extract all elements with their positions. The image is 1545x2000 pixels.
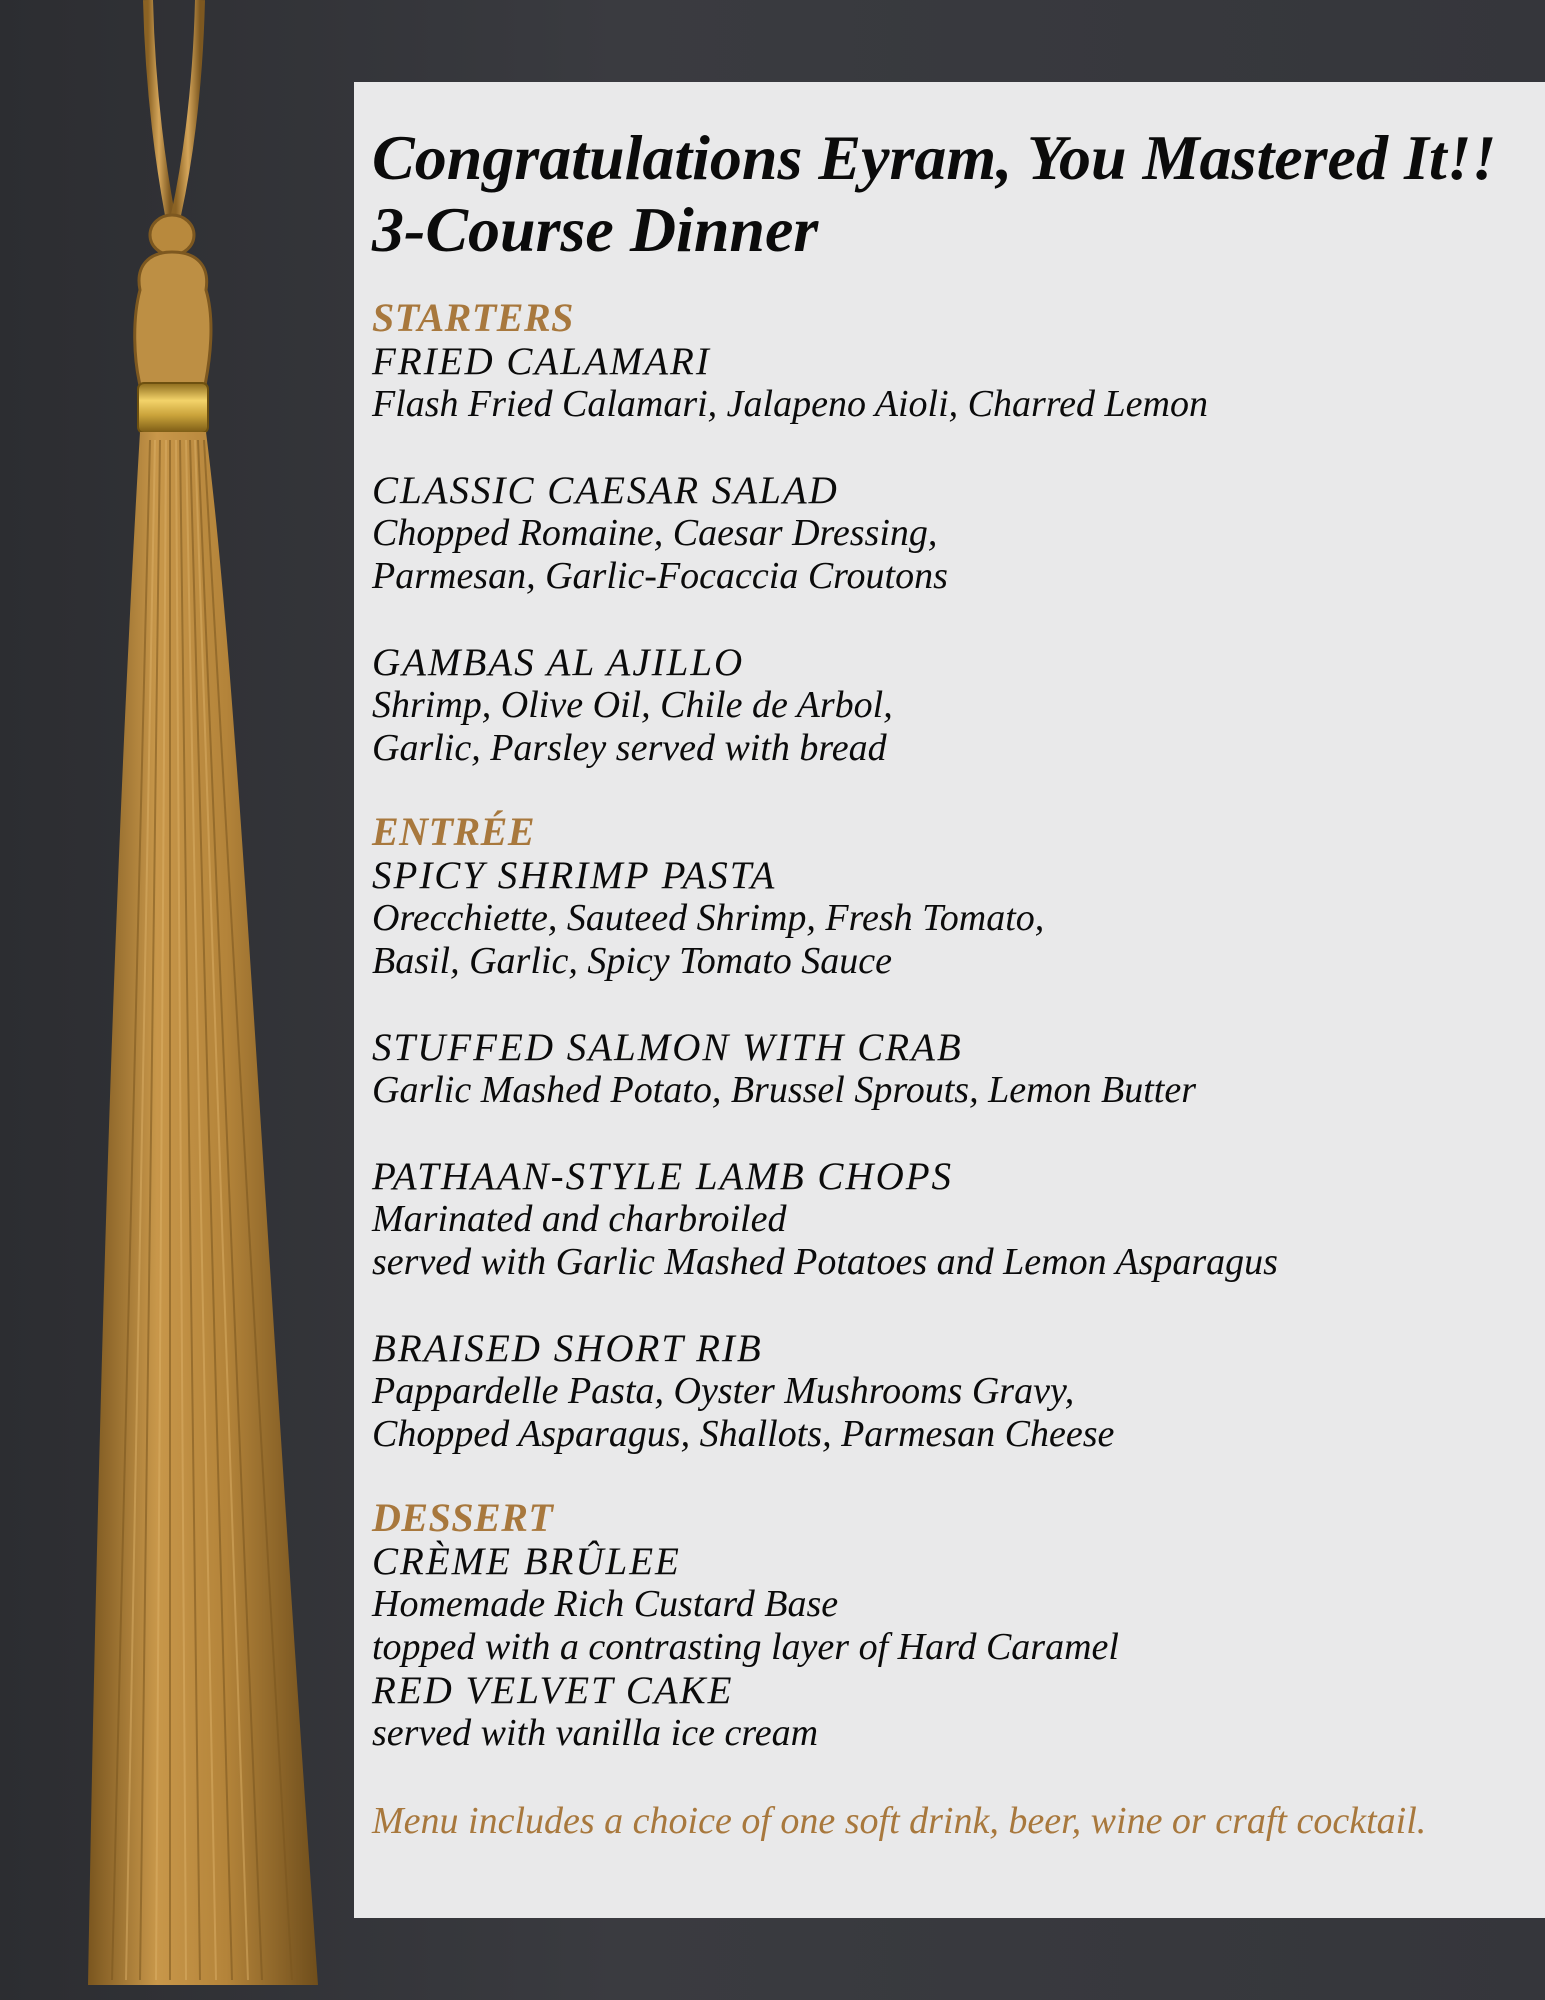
menu-item-description: Flash Fried Calamari, Jalapeno Aioli, Charred Lemon bbox=[372, 383, 1208, 425]
menu-item bbox=[372, 1540, 1545, 1669]
menu-item-description: Parmesan, Garlic-Focaccia Croutons bbox=[372, 555, 948, 597]
menu-item bbox=[372, 641, 1545, 770]
menu-item-description: Marinated and charbroiled bbox=[372, 1198, 787, 1240]
menu-item-name: CLASSIC CAESAR SALAD bbox=[372, 469, 839, 512]
menu-item-name: STUFFED SALMON WITH CRAB bbox=[372, 1026, 963, 1069]
menu-item-description: Garlic, Parsley served with bread bbox=[372, 727, 887, 769]
menu-item bbox=[372, 1327, 1545, 1456]
menu-item bbox=[372, 469, 1545, 598]
menu-item bbox=[372, 1155, 1545, 1284]
menu-item-description: Chopped Asparagus, Shallots, Parmesan Cheese bbox=[372, 1413, 1115, 1455]
menu-item-description: Orecchiette, Sauteed Shrimp, Fresh Tomato, bbox=[372, 897, 1045, 939]
menu-item bbox=[372, 1026, 1545, 1112]
section-entree bbox=[372, 810, 1545, 1456]
menu-item-description: served with Garlic Mashed Potatoes and Lemon Asparagus bbox=[372, 1241, 1278, 1283]
menu-item-name: PATHAAN-STYLE LAMB CHOPS bbox=[372, 1155, 954, 1198]
menu-item-description: Shrimp, Olive Oil, Chile de Arbol, bbox=[372, 684, 893, 726]
menu-item-description: served with vanilla ice cream bbox=[372, 1712, 819, 1754]
menu-item-name: FRIED CALAMARI bbox=[372, 340, 711, 383]
menu-card bbox=[354, 82, 1545, 1918]
menu-content bbox=[372, 122, 1545, 1843]
graduation-tassel-image bbox=[0, 0, 354, 2000]
section-heading: ENTRÉE bbox=[372, 809, 536, 854]
menu-item bbox=[372, 340, 1545, 426]
menu-item-name: GAMBAS AL AJILLO bbox=[372, 641, 745, 684]
section-heading: DESSERT bbox=[372, 1495, 554, 1540]
menu-item bbox=[372, 1669, 1545, 1755]
menu-title: Congratulations Eyram, You Mastered It!! bbox=[372, 122, 1497, 193]
menu-subtitle: 3-Course Dinner bbox=[372, 194, 819, 265]
menu-item-name: RED VELVET CAKE bbox=[372, 1669, 734, 1712]
section-heading: STARTERS bbox=[372, 295, 574, 340]
menu-footnote: Menu includes a choice of one soft drink, beer, wine or craft cocktail. bbox=[372, 1800, 1427, 1842]
menu-item-description: topped with a contrasting layer of Hard Caramel bbox=[372, 1626, 1119, 1668]
menu-item-description: Homemade Rich Custard Base bbox=[372, 1583, 839, 1625]
menu-item-description: Pappardelle Pasta, Oyster Mushrooms Gravy, bbox=[372, 1370, 1075, 1412]
menu-item-description: Garlic Mashed Potato, Brussel Sprouts, Lemon Butter bbox=[372, 1069, 1196, 1111]
section-starters bbox=[372, 296, 1545, 770]
menu-item-description: Basil, Garlic, Spicy Tomato Sauce bbox=[372, 940, 892, 982]
menu-item-name: SPICY SHRIMP PASTA bbox=[372, 854, 777, 897]
menu-item bbox=[372, 854, 1545, 983]
menu-item-name: CRÈME BRÛLEE bbox=[372, 1540, 681, 1583]
menu-item-name: BRAISED SHORT RIB bbox=[372, 1327, 763, 1370]
menu-item-description: Chopped Romaine, Caesar Dressing, bbox=[372, 512, 938, 554]
section-dessert bbox=[372, 1496, 1545, 1755]
